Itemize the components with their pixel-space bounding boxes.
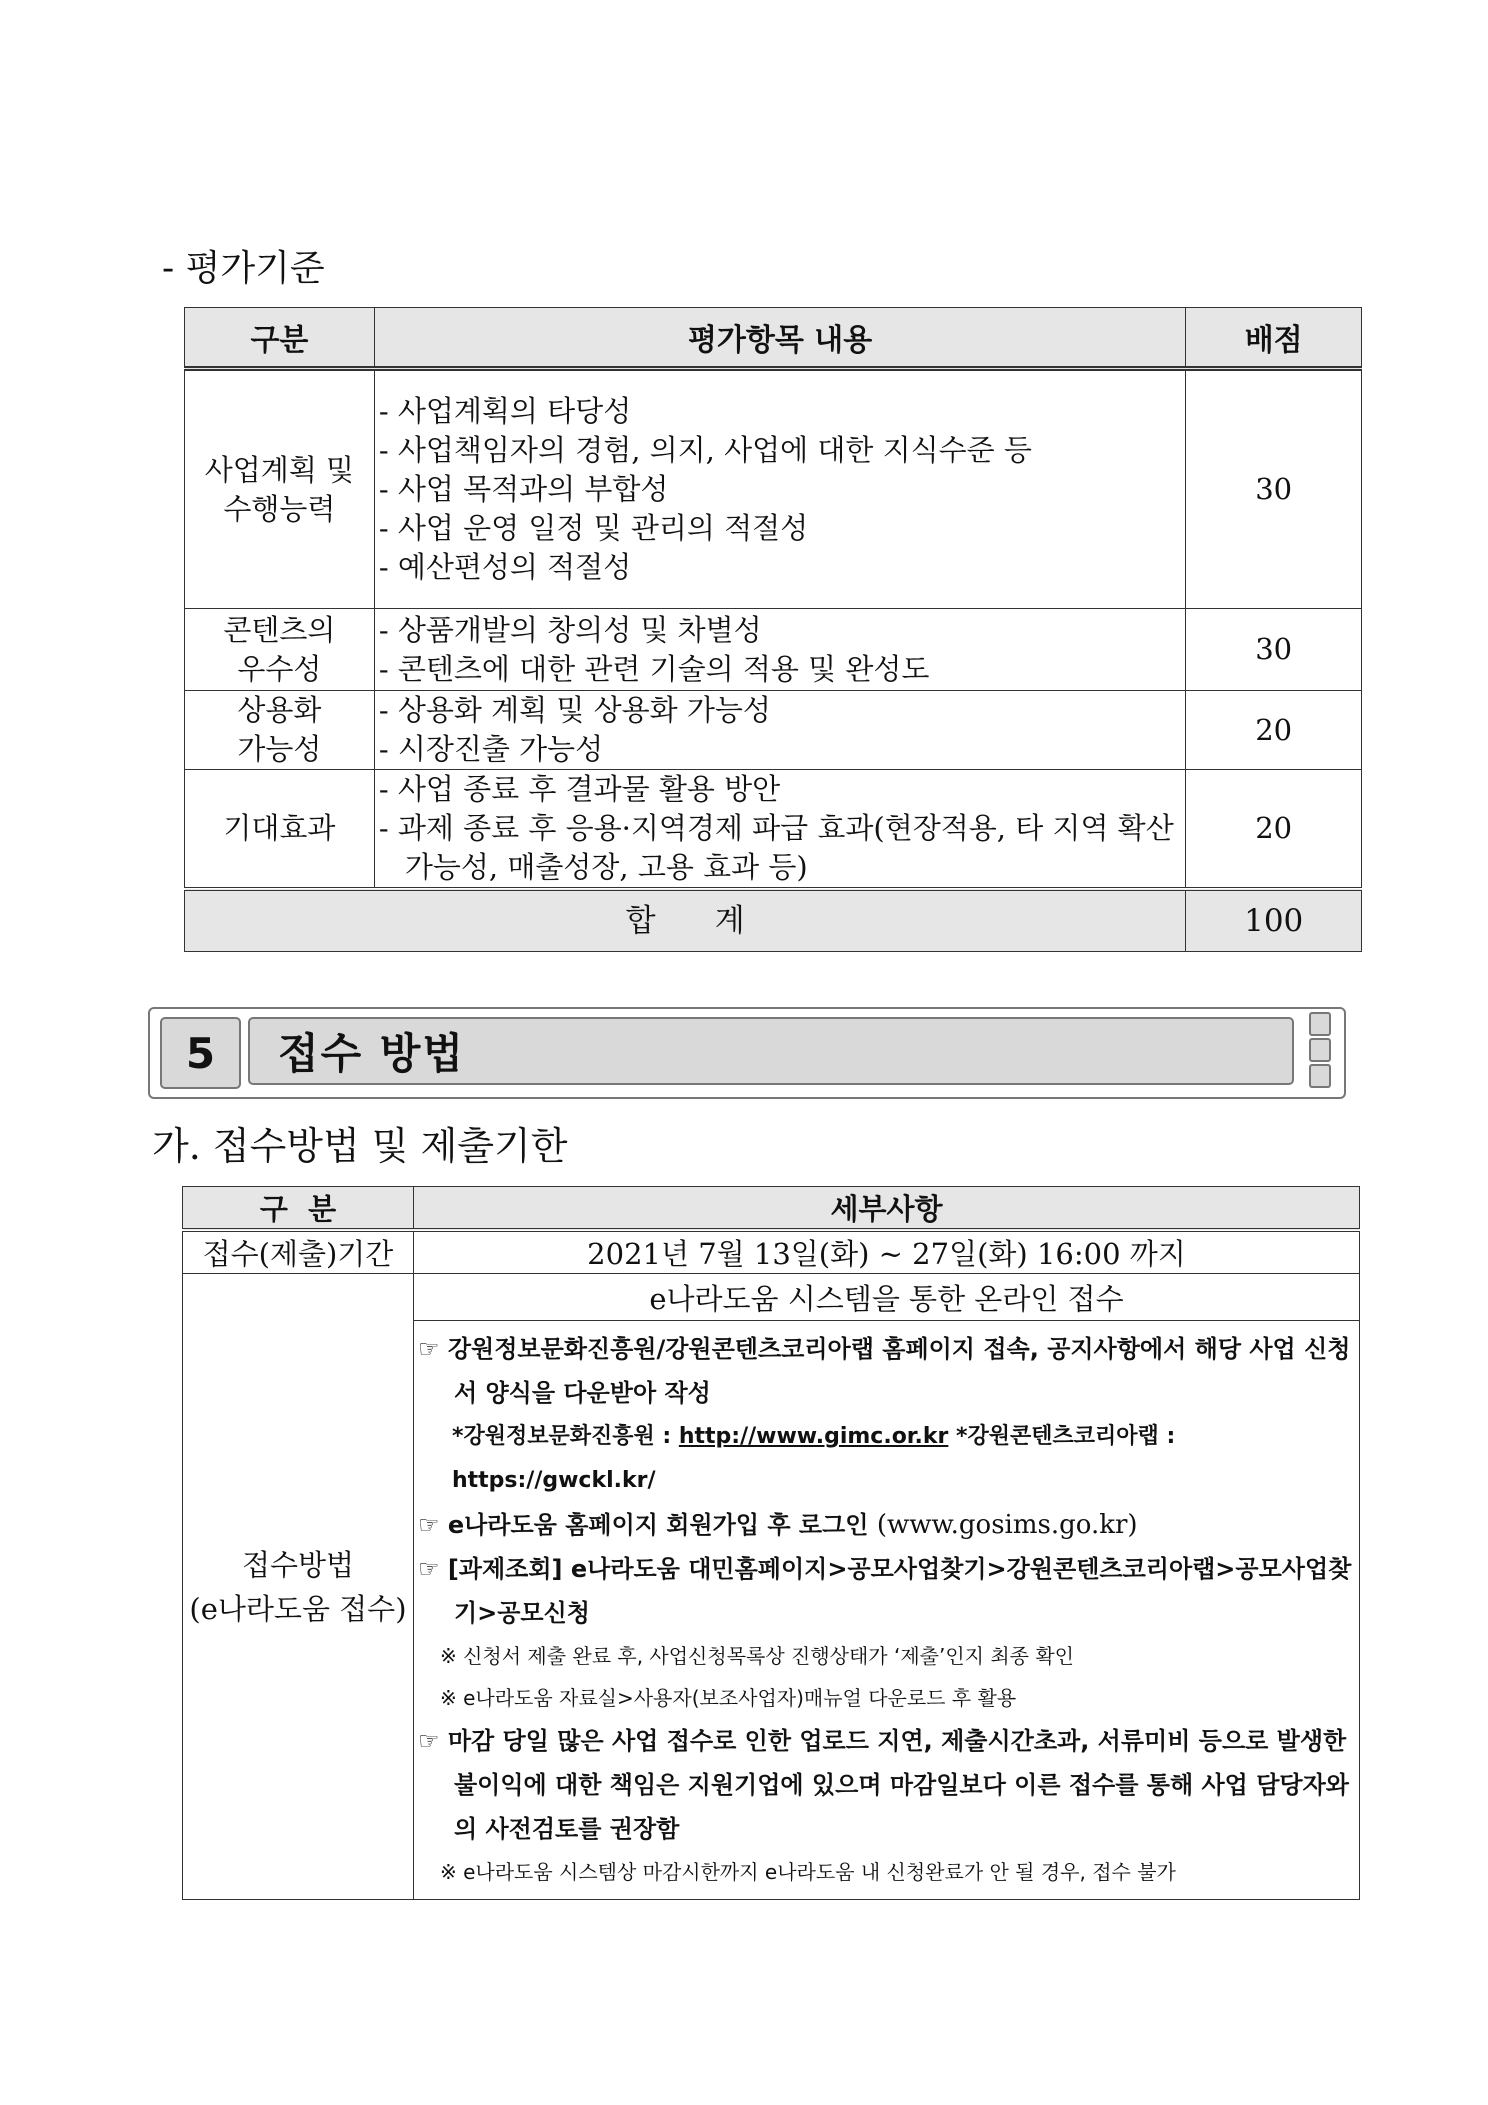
period-value: 2021년 7월 13일(화) ~ 27일(화) 16:00 까지 <box>413 1230 1359 1274</box>
section-number: 5 <box>160 1017 241 1089</box>
row-score: 20 <box>1186 691 1362 770</box>
category-line: 수행능력 <box>223 491 336 526</box>
method-label-line: (e나라도움 접수) <box>189 1591 407 1626</box>
row-items <box>374 369 1186 609</box>
banner-square-icon <box>1309 1064 1331 1088</box>
total-score: 100 <box>1186 889 1362 952</box>
method-label-line: 접수방법 <box>241 1547 354 1582</box>
item-line: - 과제 종료 후 응용·지역경제 파급 효과(현장적용, 타 지역 확산 가능성, 매출성장, 고용 효과 등) <box>378 811 1174 884</box>
point-3 <box>418 1547 1355 1635</box>
header-detail: 세부사항 <box>413 1187 1359 1231</box>
pointing-hand-icon: ☞ <box>417 1511 440 1539</box>
table-header-row <box>185 308 1362 369</box>
table-row <box>185 369 1362 609</box>
row-category <box>185 609 375 691</box>
row-score: 30 <box>1186 609 1362 691</box>
reception-table <box>182 1186 1360 1900</box>
category-line: 사업계획 및 <box>204 452 355 487</box>
banner-square-icon <box>1309 1038 1331 1062</box>
method-detail <box>413 1321 1359 1900</box>
point-text: e나라도움 홈페이지 회원가입 후 로그인 <box>447 1511 877 1539</box>
row-items <box>374 691 1186 770</box>
category-line: 우수성 <box>237 651 322 686</box>
table-row <box>185 691 1362 770</box>
header-score: 배점 <box>1186 308 1362 369</box>
item-line: - 사업 운영 일정 및 관리의 적절성 <box>378 511 809 545</box>
row-score: 30 <box>1186 369 1362 609</box>
header-category: 구 분 <box>183 1187 414 1231</box>
point-1 <box>418 1327 1355 1415</box>
table-header-row <box>183 1187 1360 1231</box>
item-line: - 시장진출 가능성 <box>378 732 604 766</box>
note-2: ※ e나라도움 자료실>사용자(보조사업자)매뉴얼 다운로드 후 활용 <box>439 1686 1017 1710</box>
header-category: 구분 <box>185 308 375 369</box>
table-row <box>183 1274 1360 1321</box>
point-text: 강원정보문화진흥원/강원콘텐츠코리아랩 홈페이지 접속, 공지사항에서 해당 사업 신청서 양식을 다운받아 작성 <box>447 1335 1351 1407</box>
point-2 <box>418 1503 1355 1547</box>
point-text: [과제조회] e나라도움 대민홈페이지>공모사업찾기>강원콘텐츠코리아랩>공모사업찾기>공모신청 <box>447 1555 1352 1627</box>
table-row <box>185 609 1362 691</box>
banner-square-icon <box>1309 1012 1331 1036</box>
item-line: - 상품개발의 창의성 및 차별성 <box>378 612 762 647</box>
point-text: 마감 당일 많은 사업 접수로 인한 업로드 지연, 제출시간초과, 서류미비 등으로 발생한 불이익에 대한 책임은 지원기업에 있으며 마감일보다 이른 접수를 통해 사업 담당자와의 사전검토를 권장함 <box>447 1727 1349 1843</box>
site-links <box>418 1415 1355 1503</box>
item-line: - 사업 종료 후 결과물 활용 방안 <box>378 772 781 806</box>
note-1: ※ 신청서 제출 완료 후, 사업신청목록상 진행상태가 ‘제출’인지 최종 확인 <box>439 1644 1074 1668</box>
row-category <box>185 770 375 890</box>
row-items <box>374 770 1186 890</box>
item-line: - 콘텐츠에 대한 관련 기술의 적용 및 완성도 <box>378 651 930 686</box>
table-row <box>185 770 1362 890</box>
gimc-link[interactable]: http://www.gimc.or.kr <box>678 1424 949 1449</box>
section-title: 접수 방법 <box>248 1017 1294 1085</box>
row-category <box>185 369 375 609</box>
pointing-hand-icon: ☞ <box>417 1335 440 1363</box>
row-score: 20 <box>1186 770 1362 890</box>
period-label: 접수(제출)기간 <box>183 1230 414 1274</box>
row-category <box>185 691 375 770</box>
site-label: *강원정보문화진흥원 : <box>451 1424 679 1449</box>
gosims-link[interactable]: (www.gosims.go.kr) <box>876 1510 1138 1540</box>
pointing-hand-icon: ☞ <box>417 1555 440 1583</box>
header-items: 평가항목 내용 <box>374 308 1186 369</box>
item-line: - 예산편성의 적절성 <box>378 550 632 584</box>
table-row <box>183 1230 1360 1274</box>
point-4 <box>418 1719 1355 1851</box>
pointing-hand-icon: ☞ <box>417 1727 440 1755</box>
category-line: 상용화 <box>237 693 322 727</box>
category-line: 가능성 <box>237 732 322 766</box>
note-3: ※ e나라도움 시스템상 마감시한까지 e나라도움 내 신청완료가 안 될 경우, 접수 불가 <box>439 1860 1176 1884</box>
evaluation-table <box>184 307 1362 952</box>
item-line: - 사업책임자의 경험, 의지, 사업에 대한 지식수준 등 <box>378 433 1032 467</box>
eval-heading: - 평가기준 <box>162 248 325 289</box>
category-line: 기대효과 <box>223 811 336 845</box>
item-line: - 사업 목적과의 부합성 <box>378 472 669 506</box>
item-line: - 상용화 계획 및 상용화 가능성 <box>378 693 771 727</box>
method-summary: e나라도움 시스템을 통한 온라인 접수 <box>413 1274 1359 1321</box>
category-line: 콘텐츠의 <box>223 612 336 647</box>
row-items <box>374 609 1186 691</box>
item-line: - 사업계획의 타당성 <box>378 394 632 428</box>
total-label: 합 계 <box>185 889 1186 952</box>
method-label <box>183 1274 414 1900</box>
total-row <box>185 889 1362 952</box>
gwckl-link[interactable]: *강원콘텐츠코리아랩 : https://gwckl.kr/ <box>451 1424 1176 1493</box>
recv-heading: 가. 접수방법 및 제출기한 <box>152 1124 568 1168</box>
